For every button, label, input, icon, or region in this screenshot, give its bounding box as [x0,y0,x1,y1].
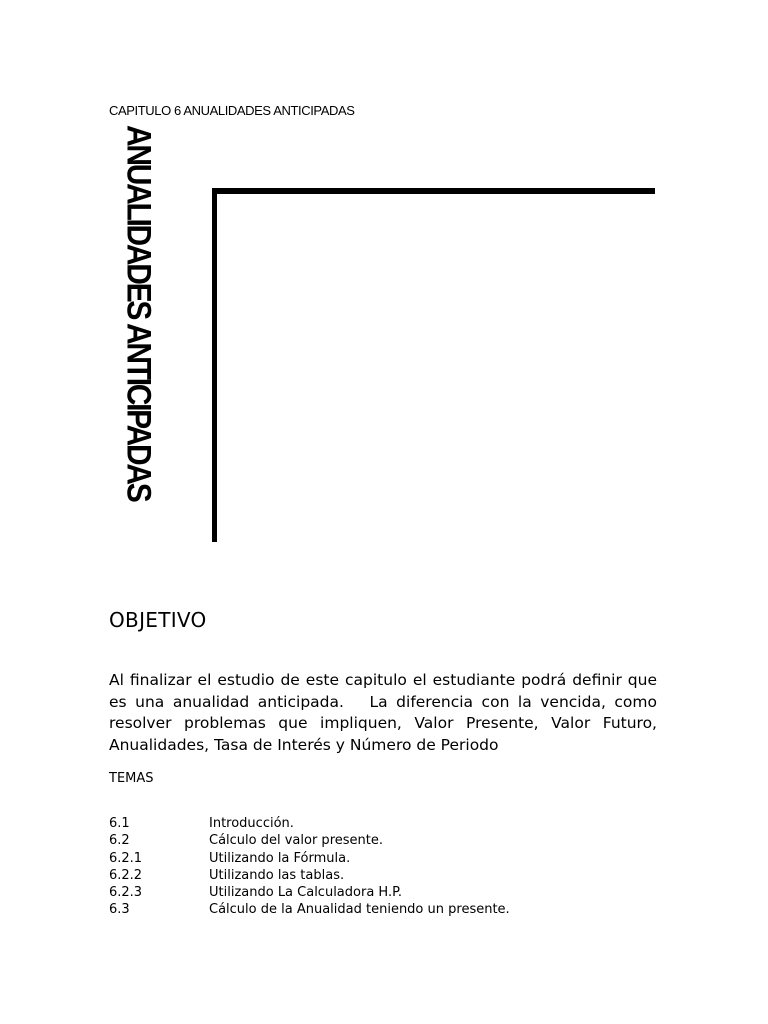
topic-item [109,850,510,867]
topics-heading: TEMAS [109,771,154,786]
decorative-frame-top-bar [212,188,655,194]
topic-number: 6.2 [109,833,130,849]
topic-item [109,884,510,901]
topic-title: Cálculo de la Anualidad teniendo un presente. [209,902,510,918]
topic-item [109,867,510,884]
topic-number: 6.2.3 [109,885,143,901]
topics-list [109,815,510,919]
topic-number: 6.3 [109,902,130,918]
topic-title: Introducción. [209,816,294,831]
topic-title: Cálculo del valor presente. [209,833,383,849]
topic-title: Utilizando las tablas. [209,867,345,883]
chapter-title: CAPITULO 6 ANUALIDADES ANTICIPADAS [109,103,355,118]
topic-title: Utilizando la Fórmula. [209,850,351,866]
topic-title: Utilizando La Calculadora H.P. [209,885,403,901]
topic-number: 6.2.2 [109,867,143,883]
decorative-frame-left-bar [212,188,217,542]
topic-item [109,832,510,849]
vertical-title: ANUALIDADES ANTICIPADAS [119,125,158,501]
topic-item [109,901,510,918]
objective-paragraph: Al finalizar el estudio de este capitulo el estudiante podrá definir que es una anualidad anticipada. La diferencia con la vencida, como resolver problemas que impliquen, Valor Presente, Valor Futuro, Anualidades, Tasa de Interés y Número de Periodo [109,671,662,754]
objective-heading: OBJETIVO [109,608,207,632]
vertical-title-block [120,125,156,547]
topic-number: 6.1 [109,816,130,831]
topic-number: 6.2.1 [109,850,143,866]
topic-item [109,815,510,832]
